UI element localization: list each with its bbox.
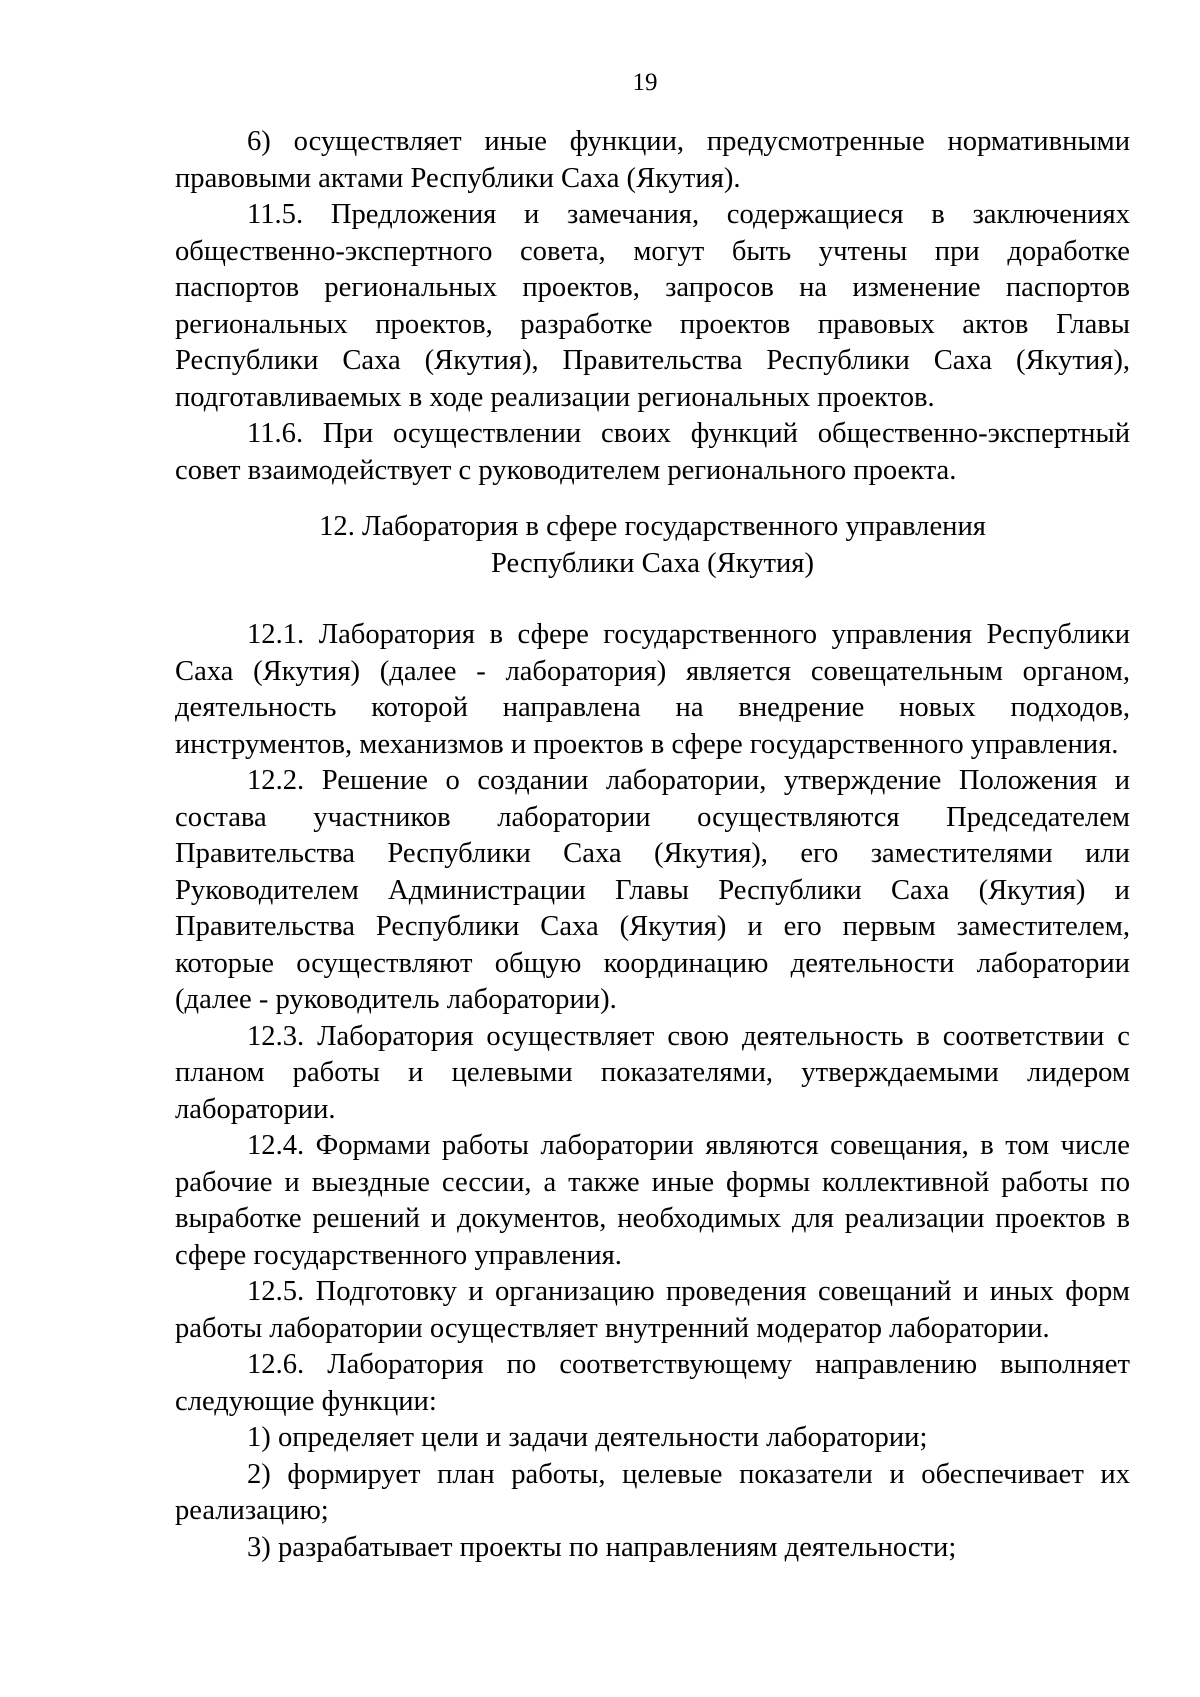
paragraph-12-2: 12.2. Решение о создании лаборатории, утверждение Положения и состава участников лаборатории осуществляются Председателем Правительства Республики Саха (Якутия), его заместителями или Руководителем Администрации Главы Республики Саха (Якутия) и Правительства Республики Саха (Якутия) и его первым заместителем, которые осуществляют общую координацию деятельности лаборатории (далее - руководитель лаборатории).	[175, 765, 1130, 1015]
list-item-2: 2) формирует план работы, целевые показатели и обеспечивает их реализацию;	[175, 1458, 1130, 1526]
spacer	[175, 582, 1130, 617]
page-number: 19	[632, 69, 658, 96]
paragraph-12-1: 12.1. Лаборатория в сфере государственного управления Республики Саха (Якутия) (далее - лаборатория) является совещательным органом, деятельность которой направлена на внедрение новых подходов, инструментов, механизмов и проектов в сфере государственного управления.	[175, 619, 1130, 760]
paragraph-6-other-functions: 6) осуществляет иные функции, предусмотренные нормативными правовыми актами Республики Саха (Якутия).	[175, 126, 1130, 194]
paragraph-11-6: 11.6. При осуществлении своих функций общественно-экспертный совет взаимодействует с руководителем регионального проекта.	[175, 418, 1130, 486]
spacer	[175, 489, 1130, 509]
document-body	[175, 124, 1130, 1566]
paragraph-12-6: 12.6. Лаборатория по соответствующему направлению выполняет следующие функции:	[175, 1349, 1130, 1417]
paragraph-12-3: 12.3. Лаборатория осуществляет свою деятельность в соответствии с планом работы и целевыми показателями, утверждаемыми лидером лаборатории.	[175, 1020, 1130, 1125]
section-heading-line-2: Республики Саха (Якутия)	[491, 547, 814, 579]
section-heading-line-1: 12. Лаборатория в сфере государственного управления	[319, 511, 986, 542]
paragraph-12-5: 12.5. Подготовку и организацию проведения совещаний и иных форм работы лаборатории осуществляет внутренний модератор лаборатории.	[175, 1276, 1130, 1344]
section-heading-12	[175, 509, 1130, 582]
list-item-3: 3) разрабатывает проекты по направлениям деятельности;	[247, 1531, 957, 1563]
paragraph-12-4: 12.4. Формами работы лаборатории являются совещания, в том числе рабочие и выездные сессии, а также иные формы коллективной работы по выработке решений и документов, необходимых для реализации проектов в сфере государственного управления.	[175, 1130, 1130, 1271]
list-item-1: 1) определяет цели и задачи деятельности лаборатории;	[247, 1422, 928, 1453]
paragraph-11-5: 11.5. Предложения и замечания, содержащиеся в заключениях общественно-экспертного совета, могут быть учтены при доработке паспортов региональных проектов, запросов на изменение паспортов региональных проектов, разработке проектов правовых актов Главы Республики Саха (Якутия), Правительства Республики Саха (Якутия), подготавливаемых в ходе реализации региональных проектов.	[175, 199, 1130, 413]
